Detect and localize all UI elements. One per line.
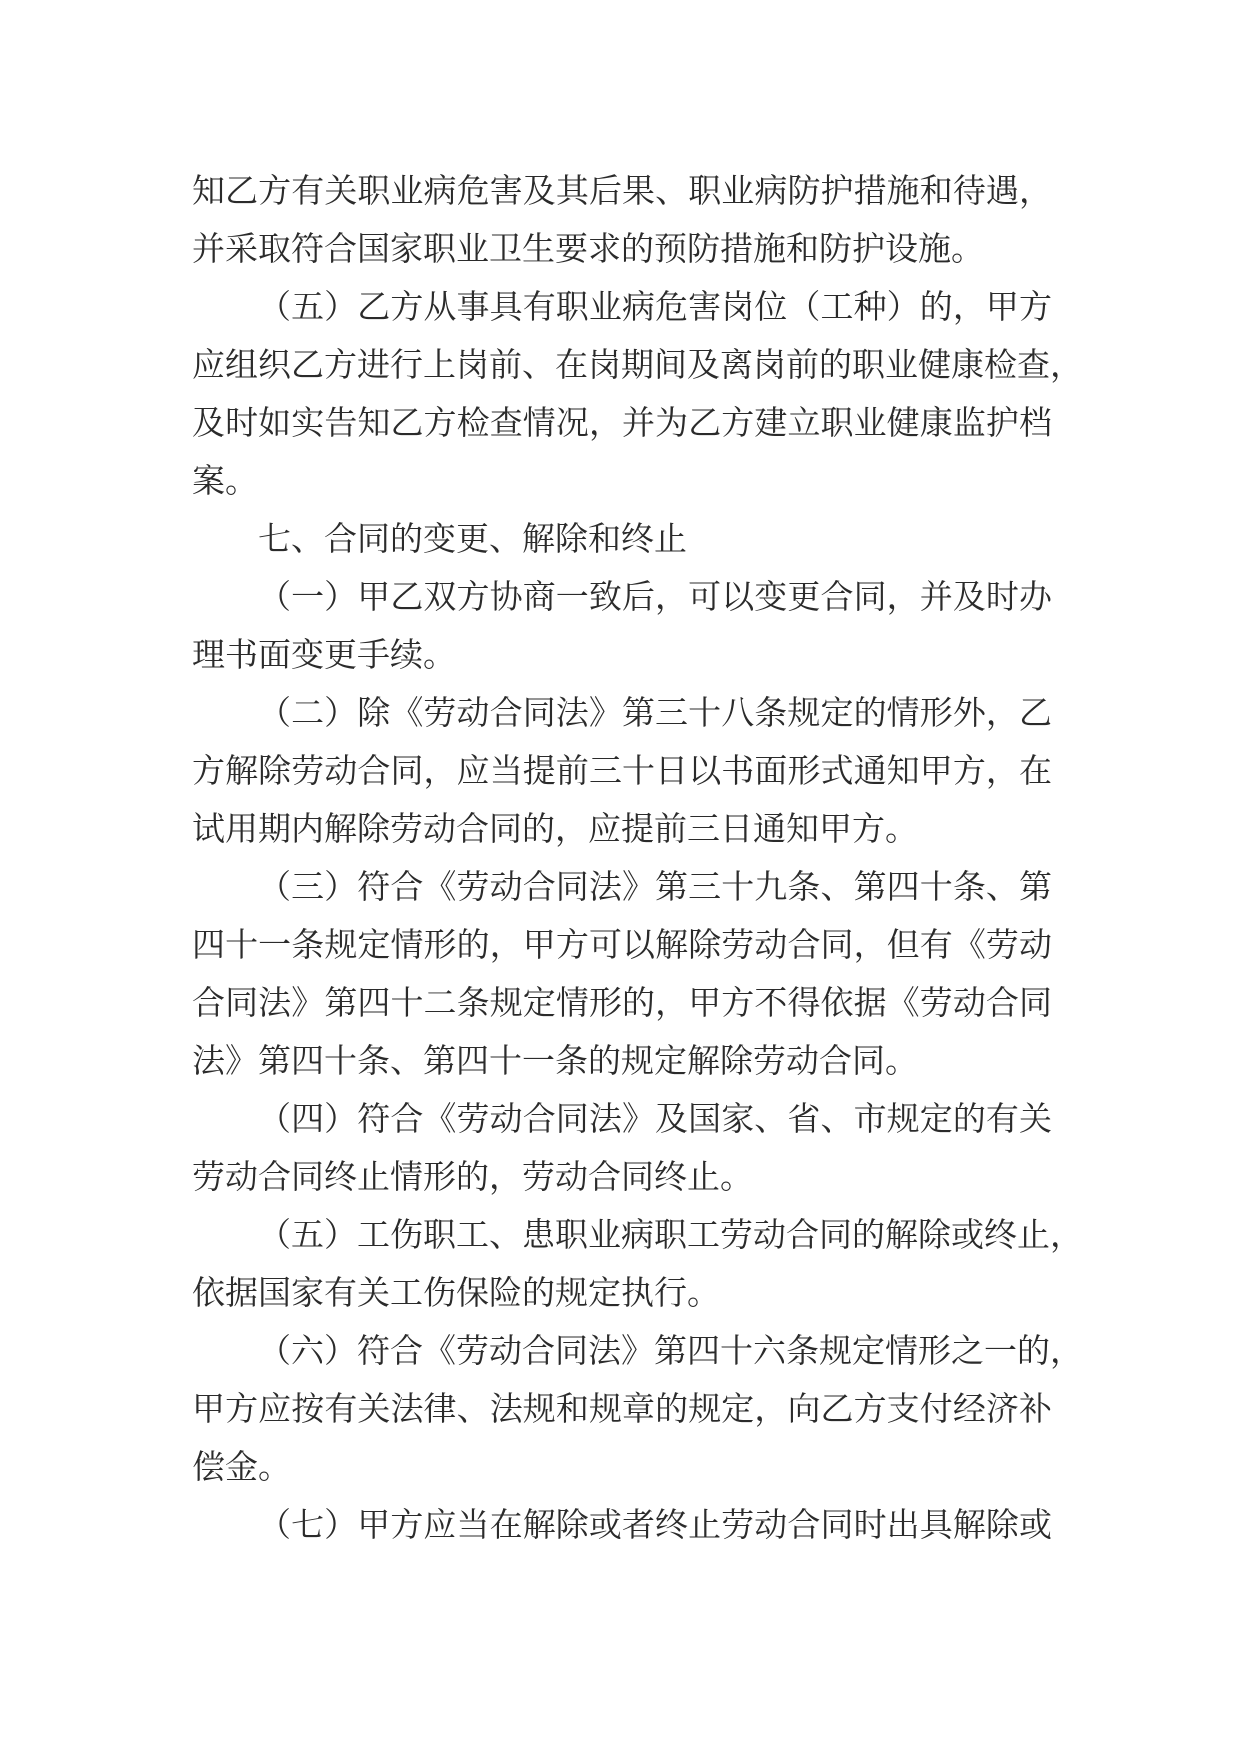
text-line: 应组织乙方进行上岗前、在岗期间及离岗前的职业健康检查， <box>192 345 1083 384</box>
text-line: 及时如实告知乙方检查情况，并为乙方建立职业健康监护档 <box>192 403 1052 442</box>
text-line: （二）除《劳动合同法》第三十八条规定的情形外，乙 <box>258 693 1052 732</box>
text-line: 合同法》第四十二条规定情形的，甲方不得依据《劳动合同 <box>192 983 1052 1022</box>
text-line: 知乙方有关职业病危害及其后果、职业病防护措施和待遇， <box>192 171 1052 210</box>
text-line: （四）符合《劳动合同法》及国家、省、市规定的有关 <box>258 1099 1052 1138</box>
text-line: （五）工伤职工、患职业病职工劳动合同的解除或终止， <box>258 1215 1083 1254</box>
text-line: 试用期内解除劳动合同的，应提前三日通知甲方。 <box>192 809 918 848</box>
text-line: （七）甲方应当在解除或者终止劳动合同时出具解除或 <box>258 1505 1052 1544</box>
text-line: 法》第四十条、第四十一条的规定解除劳动合同。 <box>192 1041 918 1080</box>
text-line: 案。 <box>192 461 258 500</box>
section-heading: 七、合同的变更、解除和终止 <box>258 519 687 558</box>
text-line: 并采取符合国家职业卫生要求的预防措施和防护设施。 <box>192 229 984 268</box>
text-line: 方解除劳动合同，应当提前三十日以书面形式通知甲方，在 <box>192 751 1052 790</box>
text-line: 甲方应按有关法律、法规和规章的规定，向乙方支付经济补 <box>192 1389 1052 1428</box>
text-line: （五）乙方从事具有职业病危害岗位（工种）的，甲方 <box>258 287 1052 326</box>
text-line: 劳动合同终止情形的，劳动合同终止。 <box>192 1157 753 1196</box>
text-line: （一）甲乙双方协商一致后，可以变更合同，并及时办 <box>258 577 1052 616</box>
text-line: 偿金。 <box>192 1447 291 1486</box>
text-line: 依据国家有关工伤保险的规定执行。 <box>192 1273 720 1312</box>
text-line: （六）符合《劳动合同法》第四十六条规定情形之一的， <box>258 1331 1083 1370</box>
text-line: 四十一条规定情形的，甲方可以解除劳动合同，但有《劳动 <box>192 925 1052 964</box>
document-body <box>192 162 1083 1554</box>
text-line: 理书面变更手续。 <box>192 635 456 674</box>
text-line: （三）符合《劳动合同法》第三十九条、第四十条、第 <box>258 867 1052 906</box>
